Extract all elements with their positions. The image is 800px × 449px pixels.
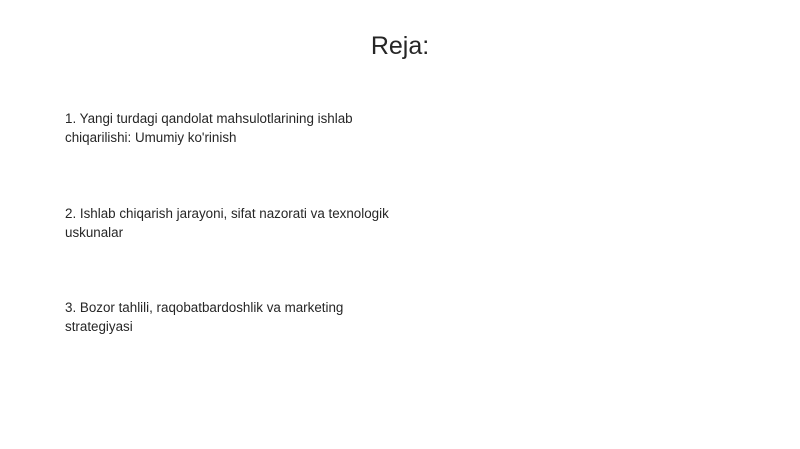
plan-item-2: 2. Ishlab chiqarish jarayoni, sifat nazorati va texnologik uskunalar: [65, 206, 389, 240]
slide-title: Reja:: [370, 32, 430, 60]
plan-item-3: 3. Bozor tahlili, raqobatbardoshlik va marketing strategiyasi: [65, 300, 344, 334]
plan-item-1: 1. Yangi turdagi qandolat mahsulotlarining ishlab chiqarilishi: Umumiy ko'rinish: [65, 111, 353, 145]
